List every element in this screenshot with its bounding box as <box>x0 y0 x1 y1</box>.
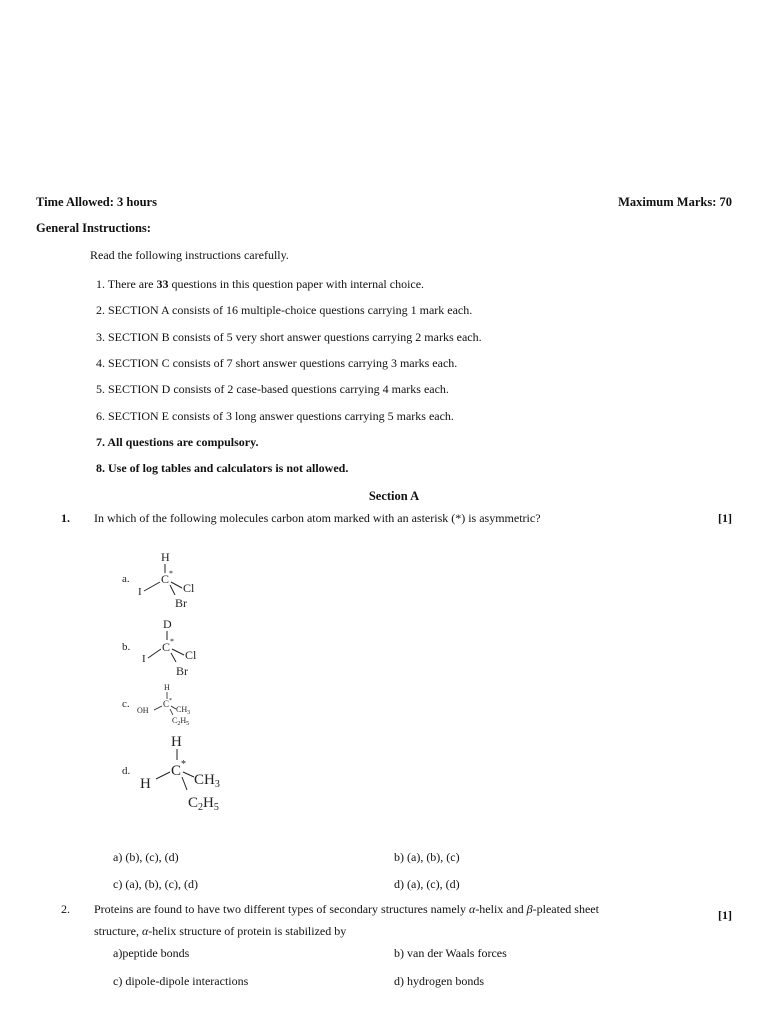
instruction-text: SECTION B consists of 5 very short answer questions carrying 2 marks each. <box>108 330 482 344</box>
option-b[interactable]: b) (a), (b), (c) <box>394 850 460 864</box>
chiral-asterisk: * <box>169 698 172 704</box>
atom-bottom: Br <box>175 596 187 610</box>
atom-right: $CH_3$ <box>176 705 191 716</box>
instruction-text: SECTION C consists of 7 short answer questions carrying 3 marks each. <box>108 356 458 370</box>
instruction-item <box>96 277 424 292</box>
text-segment: -helix structure of protein is stabilized by <box>148 924 347 938</box>
alpha-symbol: α <box>469 902 476 916</box>
chiral-asterisk: * <box>170 637 174 646</box>
instruction-item <box>96 356 457 371</box>
instruction-item <box>96 303 472 318</box>
instruction-text: questions in this question paper with internal choice. <box>168 277 425 291</box>
question-number: 2. <box>61 902 70 916</box>
instruction-item <box>96 461 348 476</box>
question-marks: [1] <box>718 511 732 525</box>
atom-left: H <box>140 776 151 792</box>
instruction-item <box>96 382 449 397</box>
question-text-line-1 <box>94 902 599 917</box>
instruction-number: 6. <box>96 409 105 423</box>
option-c[interactable]: c) dipole-dipole interactions <box>113 974 249 988</box>
instruction-number: 4. <box>96 356 105 370</box>
atom-left: I <box>142 653 146 665</box>
molecule-label: a. <box>122 573 130 585</box>
text-segment: Proteins are found to have two different types of secondary structures namely <box>94 902 469 916</box>
instruction-text: Use of log tables and calculators is not allowed. <box>108 461 349 475</box>
atom-top: H <box>164 683 170 692</box>
atom-bottom: $C_2H_5$ <box>172 716 190 727</box>
molecule-label: c. <box>122 698 130 710</box>
beta-symbol: β <box>526 902 533 916</box>
instruction-number: 7. <box>96 435 105 449</box>
molecule-d <box>122 734 220 813</box>
instruction-text: All questions are compulsory. <box>107 435 259 449</box>
instructions-intro: Read the following instructions carefully. <box>90 248 289 262</box>
instruction-item <box>96 435 258 450</box>
time-allowed: Time Allowed: 3 hours <box>36 195 157 209</box>
atom-left: I <box>138 586 142 598</box>
instruction-text: SECTION A consists of 16 multiple-choice questions carrying 1 mark each. <box>108 303 473 317</box>
instruction-text: SECTION D consists of 2 case-based questions carrying 4 marks each. <box>108 382 449 396</box>
atom-bottom: Br <box>176 664 188 678</box>
chiral-asterisk: * <box>169 569 173 578</box>
text-segment: -helix and <box>475 902 527 916</box>
molecule-label: d. <box>122 765 131 777</box>
question-text: In which of the following molecules carbon atom marked with an asterisk (*) is asymmetric? <box>94 511 541 525</box>
instruction-number: 2. <box>96 303 105 317</box>
atom-bottom: $C_2H_5$ <box>188 795 219 813</box>
option-a[interactable]: a)peptide bonds <box>113 946 190 960</box>
option-c[interactable]: c) (a), (b), (c), (d) <box>113 877 198 891</box>
text-segment: -pleated sheet <box>532 902 599 916</box>
atom-right: Cl <box>185 648 197 662</box>
atom-top: H <box>171 734 182 750</box>
instruction-item <box>96 330 482 345</box>
option-b[interactable]: b) van der Waals forces <box>394 946 507 960</box>
general-instructions-heading: General Instructions: <box>36 221 151 235</box>
atom-center: C <box>163 699 170 709</box>
instruction-number: 5. <box>96 382 105 396</box>
text-segment: structure, <box>94 924 142 938</box>
molecule-c <box>122 683 190 727</box>
instruction-text: There are <box>107 277 157 291</box>
question-marks: [1] <box>718 908 732 922</box>
molecule-b <box>122 617 197 678</box>
molecule-a <box>122 550 195 610</box>
instruction-number: 8. <box>96 461 105 475</box>
atom-top: H <box>161 550 170 564</box>
atom-center: C <box>162 640 171 654</box>
chiral-asterisk: * <box>181 759 186 770</box>
instruction-item <box>96 409 454 424</box>
atom-right: $CH_3$ <box>194 772 220 790</box>
molecule-label: b. <box>122 641 131 653</box>
atom-center: C <box>171 763 182 779</box>
atom-right: Cl <box>183 581 195 595</box>
question-count: 33 <box>156 277 169 291</box>
alpha-symbol: α <box>141 924 149 938</box>
molecule-structures <box>110 545 270 820</box>
atom-center: C <box>161 572 170 586</box>
option-a[interactable]: a) (b), (c), (d) <box>113 850 179 864</box>
instruction-text: SECTION E consists of 3 long answer questions carrying 5 marks each. <box>108 409 454 423</box>
section-title: Section A <box>368 489 420 503</box>
option-d[interactable]: d) hydrogen bonds <box>394 974 484 988</box>
maximum-marks: Maximum Marks: 70 <box>618 195 732 209</box>
instruction-number: 3. <box>96 330 105 344</box>
question-number: 1. <box>61 511 70 525</box>
option-d[interactable]: d) (a), (c), (d) <box>394 877 460 891</box>
atom-top: D <box>163 617 172 631</box>
instruction-number: 1. <box>96 277 105 291</box>
question-text-line-2 <box>94 924 346 939</box>
atom-left: OH <box>137 706 149 715</box>
